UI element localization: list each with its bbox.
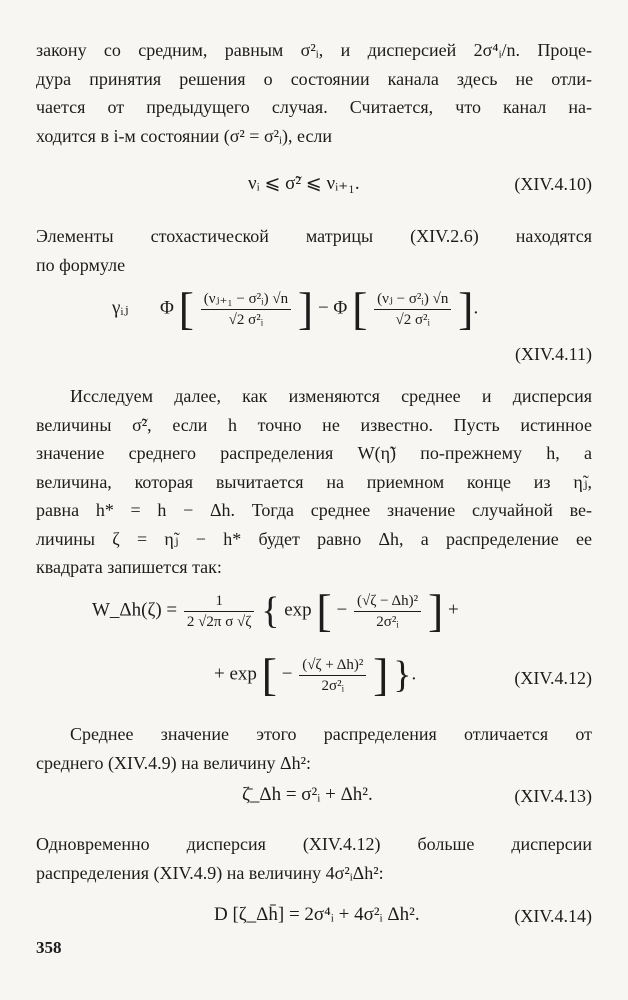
- w-lhs: W_Δh(ζ) =: [92, 599, 178, 621]
- numerator: (√ζ + Δh)²: [299, 655, 366, 676]
- denominator: √2 σ²ᵢ: [395, 311, 431, 328]
- fraction: [201, 289, 291, 330]
- equation-xiv-4-10: νᵢ ⩽ σ̃² ⩽ νᵢ₊₁.: [248, 173, 360, 194]
- fraction: [184, 591, 255, 632]
- gamma-lhs: γᵢⱼ: [112, 297, 129, 319]
- paragraph-2: [36, 222, 592, 279]
- left-bracket: [: [316, 585, 332, 636]
- right-bracket: ]: [373, 649, 389, 700]
- text-line: закону со средним, равным σ²ᵢ, и дисперсией 2σ⁴ᵢ/n. Проце-: [36, 40, 592, 60]
- fraction: [354, 591, 421, 632]
- text-line: по формуле: [36, 254, 126, 275]
- text-line: величины σ̃², если h точно не известно. Пусть истинное: [36, 414, 592, 435]
- plus-sign: +: [448, 599, 459, 621]
- text-line: Одновременно дисперсия (XIV.4.12) больше дисперсии: [36, 834, 592, 854]
- equation-xiv-4-13: ζ̄_Δh = σ²ᵢ + Δh².: [242, 784, 373, 805]
- text-line: значение среднего распределения W(η̃) по-прежнему h, а: [36, 443, 592, 463]
- equation-number: (XIV.4.12): [514, 668, 592, 688]
- left-bracket: [: [352, 283, 368, 334]
- paragraph-3: [36, 382, 592, 582]
- text-line: Исследуем далее, как изменяются среднее и дисперсия: [70, 386, 592, 406]
- equation-xiv-4-14: D [ζ_Δh̄] = 2σ⁴ᵢ + 4σ²ᵢ Δh².: [214, 904, 420, 925]
- text-line: величина, которая вычитается на приемном конце из η̃ⱼ,: [36, 471, 592, 492]
- text-line: среднего (XIV.4.9) на величину Δh²:: [36, 752, 312, 773]
- numerator: (νⱼ₊₁ − σ²ᵢ) √n: [201, 289, 291, 310]
- text-line: распределения (XIV.4.9) на величину 4σ²ᵢΔh²:: [36, 862, 384, 883]
- equation-number: (XIV.4.10): [514, 174, 592, 194]
- page-number: 358: [36, 938, 62, 957]
- minus-phi: − Φ: [317, 297, 348, 319]
- right-brace: }: [393, 654, 412, 696]
- text-line: ходится в i-м состоянии (σ² = σ²ᵢ), если: [36, 125, 333, 146]
- numerator: (νⱼ − σ²ᵢ) √n: [374, 289, 451, 310]
- paragraph-1: [36, 36, 592, 150]
- numerator: 1: [184, 591, 255, 612]
- equation-xiv-4-12-line-2: + exp [ − $\frac{\text{(√ζ + Δh)²}}{\text{2σ²ᵢ}}$ ] }.: [214, 649, 417, 700]
- fraction: [374, 289, 451, 330]
- text-line: Элементы стохастической матрицы (XIV.2.6) находятся: [36, 226, 592, 246]
- left-brace: {: [261, 590, 280, 632]
- exp-term: exp: [284, 599, 312, 621]
- equation-xiv-4-12-line-1: W_Δh(ζ) = $\frac{1}{\text{2 √2π σ √ζ}}$ { exp [ − $\frac{\text{(√ζ − Δh)²}}{\text{2σ²ᵢ}}$ ] +: [92, 585, 459, 636]
- left-bracket: [: [178, 283, 194, 334]
- text-line: чается от предыдущего случая. Считается, что канал на-: [36, 97, 592, 117]
- text-line: квадрата запишется так:: [36, 557, 222, 577]
- denominator: 2 √2π σ √ζ: [186, 613, 252, 630]
- equation-number: (XIV.4.14): [514, 906, 592, 926]
- denominator: 2σ²ᵢ: [376, 613, 399, 630]
- text-line: Среднее значение этого распределения отличается от: [70, 724, 592, 744]
- left-bracket: [: [261, 649, 277, 700]
- text-line: равна h* = h − Δh. Тогда среднее значение случайной ве-: [36, 500, 592, 520]
- right-bracket: ]: [458, 283, 474, 334]
- denominator: 2σ²ᵢ: [321, 677, 345, 694]
- right-bracket: ]: [427, 585, 444, 636]
- paragraph-4: [36, 720, 592, 777]
- exp-term: + exp: [214, 663, 257, 685]
- fraction: [299, 655, 366, 696]
- paragraph-5: [36, 830, 592, 887]
- equation-number: (XIV.4.13): [514, 786, 592, 806]
- text-line: дура принятия решения о состоянии канала здесь не отли-: [36, 68, 592, 89]
- equation-xiv-4-11: γᵢⱼ Φ [ $\frac{\text{(νⱼ₊₁ − σ²ᵢ) √n}}{\text{√2 σ²ᵢ}}$ ] − Φ [ $\frac{\text{(νⱼ − σ²ᵢ) √n}}{\text{√2 σ²ᵢ}}$ ].: [112, 283, 479, 334]
- right-bracket: ]: [297, 283, 314, 334]
- phi-symbol: Φ: [160, 297, 174, 319]
- denominator: √2 σ²ᵢ: [228, 311, 264, 328]
- equation-number: (XIV.4.11): [515, 344, 592, 364]
- numerator: (√ζ − Δh)²: [354, 591, 421, 612]
- text-line: личины ζ = η̃ⱼ − h* будет равно Δh, а распределение ее: [36, 528, 592, 549]
